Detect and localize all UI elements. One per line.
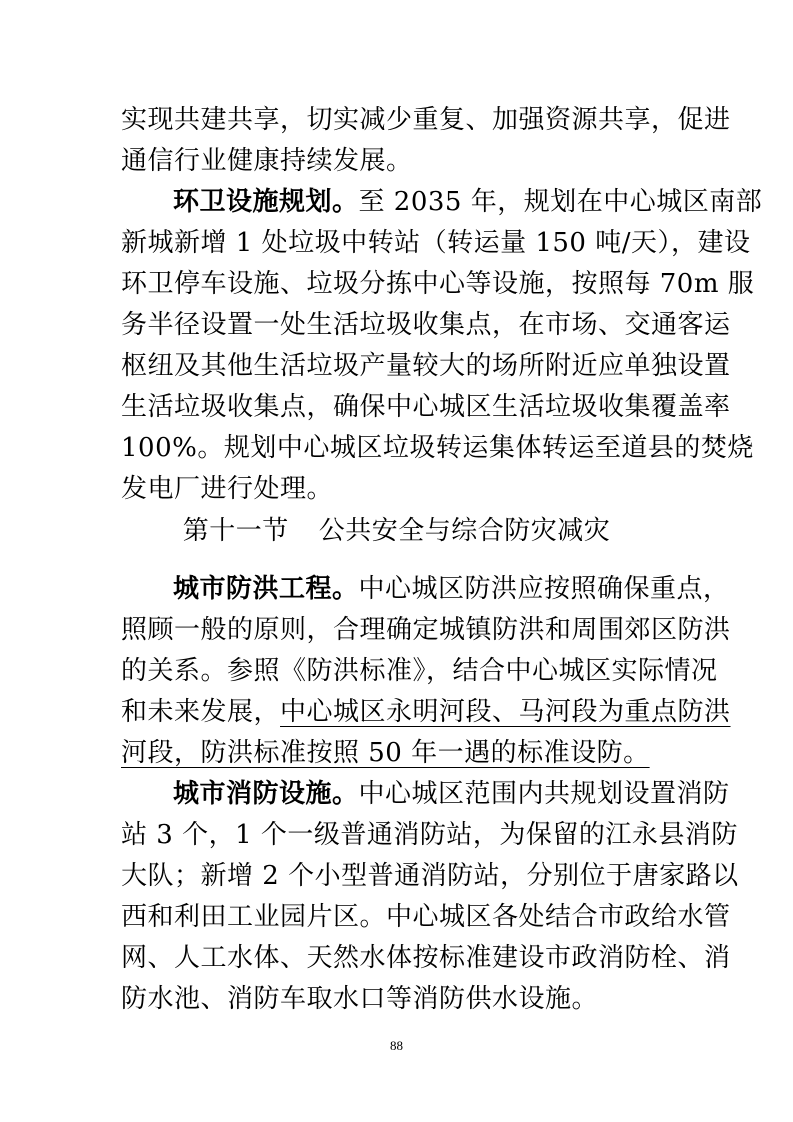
underlined-text: 河段，防洪标准按照 50 年一遇的标准设防。 [121,738,650,768]
paragraph-line [121,733,681,773]
page-number: 88 [390,1038,403,1053]
line-text: 实现共建共享，切实减少重复、加强资源共享，促进 [121,105,731,135]
line-text: 至 2035 年，规划在中心城区南部 [358,187,763,217]
paragraph-line [173,774,730,814]
line-text: 100%。规划中心城区垃圾转运集体转运至道县的焚烧 [121,433,754,463]
line-text: 中心城区防洪应按照确保重点， [358,574,730,604]
line-text: 防水池、消防车取水口等消防供水设施。 [121,984,599,1014]
paragraph-line [121,692,731,732]
line-text: 新城新增 1 处垃圾中转站（转运量 150 吨/天），建设 [121,228,751,258]
paragraph-line [173,569,730,609]
section-title: 公共安全与综合防灾减灾 [318,516,611,546]
section-heading [0,511,793,551]
paragraph-line [121,856,739,896]
paragraph-lead-fire: 城市消防设施。 [173,779,359,809]
paragraph-lead-flood: 城市防洪工程。 [173,574,359,604]
line-text: 通信行业健康持续发展。 [121,146,413,176]
line-text: 务半径设置一处生活垃圾收集点，在市场、交通客运 [121,310,731,340]
paragraph-line [121,610,731,650]
line-text: 大队；新增 2 个小型普通消防站，分别位于唐家路以 [121,861,739,891]
paragraph-line [121,897,731,937]
line-text: 生活垃圾收集点，确保中心城区生活垃圾收集覆盖率 [121,392,731,422]
line-text: 和未来发展， [121,697,281,727]
paragraph-line [121,223,751,263]
paragraph-line [121,264,755,304]
line-text: 的关系。参照《防洪标准》，结合中心城区实际情况 [121,656,718,686]
line-text: 网、人工水体、天然水体按标准建设市政消防栓、消 [121,943,731,973]
line-text: 中心城区范围内共规划设置消防 [358,779,730,809]
line-text: 西和利田工业园片区。中心城区各处结合市政给水管 [121,902,731,932]
paragraph-line [121,979,681,1019]
paragraph-line [121,815,738,855]
line-text: 环卫停车设施、垃圾分拣中心等设施，按照每 70m 服 [121,269,755,299]
underlined-text: 中心城区永明河段、马河段为重点防洪 [280,697,731,727]
line-text: 发电厂进行处理。 [121,474,334,504]
paragraph-line [121,305,731,345]
paragraph-line [121,100,731,140]
paragraph-lead-environment: 环卫设施规划。 [173,187,359,217]
paragraph-line [121,651,718,691]
section-number: 第十一节 [182,516,289,546]
paragraph-line [121,469,681,509]
line-text: 照顾一般的原则，合理确定城镇防洪和周围郊区防洪 [121,615,731,645]
paragraph-line [121,428,754,468]
paragraph-line [121,387,731,427]
paragraph-line [121,938,731,978]
paragraph-line [121,141,681,181]
line-text: 枢纽及其他生活垃圾产量较大的场所附近应单独设置 [121,351,731,381]
line-text: 站 3 个，1 个一级普通消防站，为保留的江永县消防 [121,820,738,850]
paragraph-line [121,346,731,386]
paragraph-line [173,182,763,222]
